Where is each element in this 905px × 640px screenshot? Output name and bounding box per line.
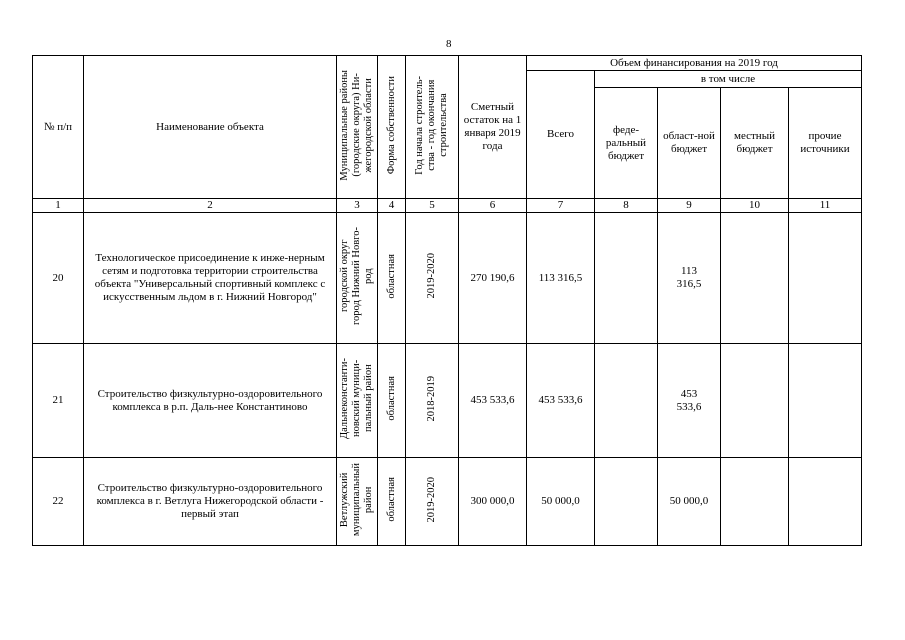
total: 113 316,5 (527, 213, 595, 344)
other (789, 213, 862, 344)
district: Ветлужский муниципальный район (339, 462, 374, 537)
table-row (33, 344, 862, 458)
years: 2018-2019 (426, 375, 437, 422)
header-no: № п/п (33, 56, 84, 199)
years: 2019-2020 (426, 253, 437, 299)
header-federal: феде-ральный бюджет (595, 88, 658, 199)
funding-table (32, 55, 862, 546)
column-number: 4 (378, 199, 406, 213)
years-cell (406, 458, 459, 546)
ownership-cell (378, 458, 406, 546)
district-cell (337, 458, 378, 546)
total: 50 000,0 (527, 458, 595, 546)
header-district-cell (337, 56, 378, 199)
other (789, 458, 862, 546)
header-funding-group: Объем финансирования на 2019 год (527, 56, 862, 71)
table-row (33, 458, 862, 546)
column-number: 10 (721, 199, 789, 213)
column-number: 7 (527, 199, 595, 213)
header-years: Год начала строитель- ства - год окончания строительства (414, 75, 449, 175)
district: Дальнеконстанти- новский муници- пальный район (339, 357, 374, 440)
local (721, 213, 789, 344)
district: городской округ город Нижний Новго- род (339, 227, 374, 325)
years-cell (406, 344, 459, 458)
column-number: 5 (406, 199, 459, 213)
page-number: 8 (446, 38, 452, 50)
table-row (33, 213, 862, 344)
column-number: 2 (84, 199, 337, 213)
federal (595, 344, 658, 458)
column-number: 6 (459, 199, 527, 213)
row-number: 22 (33, 458, 84, 546)
column-number: 1 (33, 199, 84, 213)
ownership: областная (385, 253, 397, 299)
column-number: 9 (658, 199, 721, 213)
federal (595, 213, 658, 344)
header-other: прочие источники (789, 88, 862, 199)
header-ownership-cell (378, 56, 406, 199)
remaining: 453 533,6 (459, 344, 527, 458)
years-cell (406, 213, 459, 344)
regional: 453 533,6 (658, 344, 721, 458)
column-number: 3 (337, 199, 378, 213)
header-remaining: Сметный остаток на 1 января 2019 года (459, 56, 527, 199)
local (721, 344, 789, 458)
header-regional: област-ной бюджет (658, 88, 721, 199)
header-years-cell (406, 56, 459, 199)
header-district: Муниципальные районы (городские округа) Ни- жегородской области (339, 69, 374, 181)
object-name: Строительство физкультурно-оздоровительного комплекса в р.п. Даль-нее Константиново (84, 344, 337, 458)
row-number: 21 (33, 344, 84, 458)
ownership: областная (385, 376, 397, 421)
header-local: местный бюджет (721, 88, 789, 199)
total: 453 533,6 (527, 344, 595, 458)
header-including-group: в том числе (595, 71, 862, 88)
object-name: Строительство физкультурно-оздоровительного комплекса в г. Ветлуга Нижегородской области - первый этап (84, 458, 337, 546)
district-cell (337, 213, 378, 344)
district-cell (337, 344, 378, 458)
remaining: 300 000,0 (459, 458, 527, 546)
row-number: 20 (33, 213, 84, 344)
header-ownership: Форма собственности (385, 75, 397, 175)
local (721, 458, 789, 546)
column-number: 11 (789, 199, 862, 213)
ownership-cell (378, 344, 406, 458)
object-name: Технологическое присоединение к инже-нерным сетям и подготовка территории строительства объекта "Универсальный спортивный комплекс с искусственным льдом в г. Нижний Новгород" (84, 213, 337, 344)
federal (595, 458, 658, 546)
header-name: Наименование объекта (84, 56, 337, 199)
regional: 50 000,0 (658, 458, 721, 546)
other (789, 344, 862, 458)
ownership: областная (385, 477, 397, 522)
ownership-cell (378, 213, 406, 344)
regional: 113 316,5 (658, 213, 721, 344)
column-number: 8 (595, 199, 658, 213)
years: 2019-2020 (426, 476, 437, 523)
remaining: 270 190,6 (459, 213, 527, 344)
header-total: Всего (527, 71, 595, 199)
